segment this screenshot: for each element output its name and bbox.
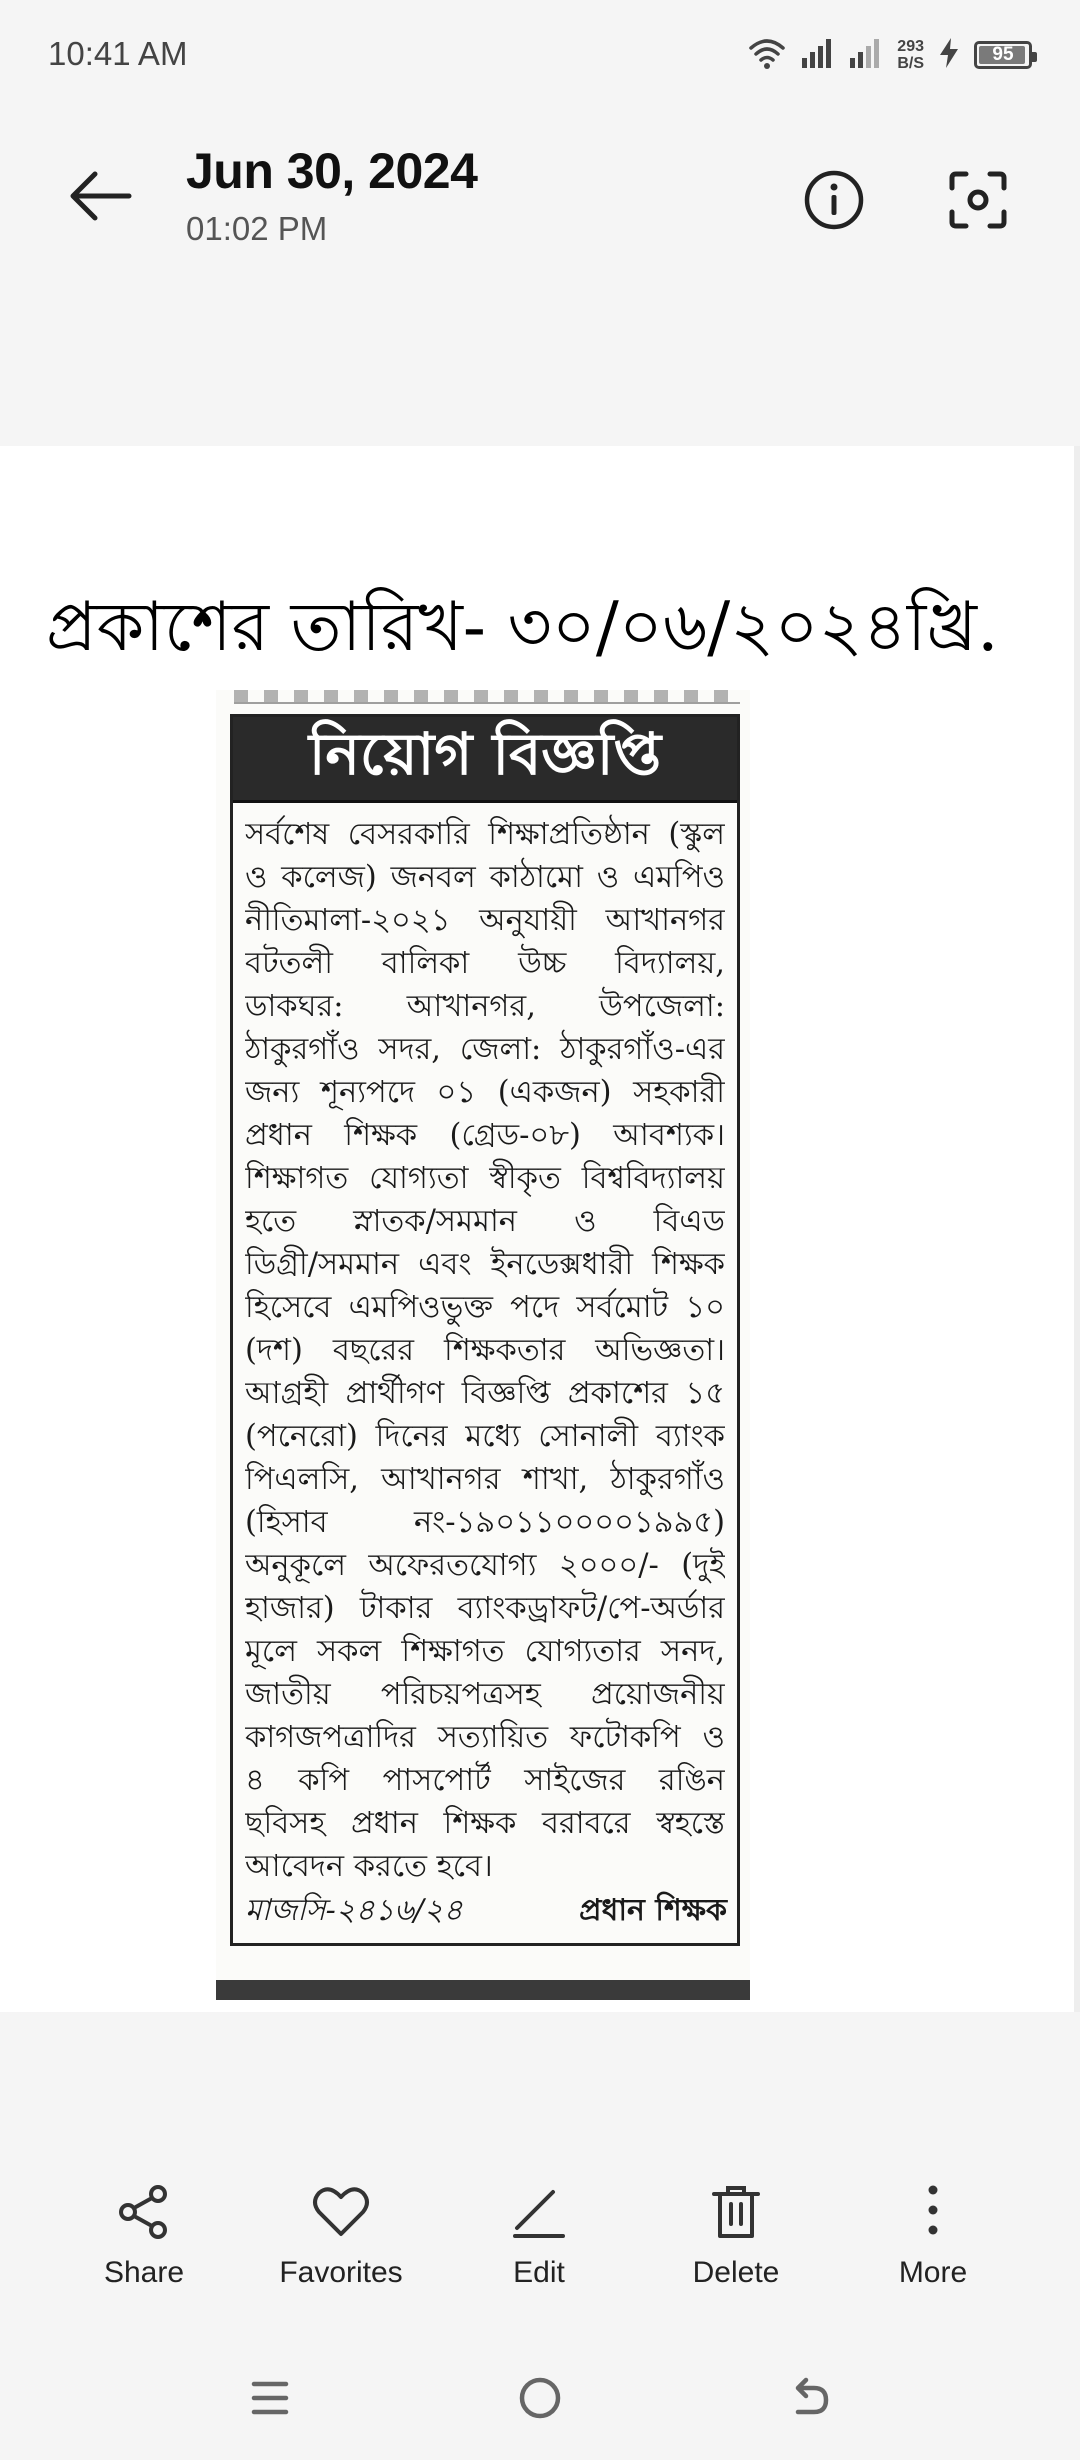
more-button[interactable]: [843, 2180, 1023, 2310]
notice-line: হাজার) টাকার ব্যাংকড্রাফট/পে-অর্ডার: [245, 1591, 725, 1626]
delete-button[interactable]: [646, 2180, 826, 2310]
notice-line: ঠাকুরগাঁও সদর, জেলা: ঠাকুরগাঁও-এর: [245, 1032, 725, 1067]
trash-icon: [704, 2180, 768, 2244]
notice-line: শিক্ষাগত যোগ্যতা স্বীকৃত বিশ্ববিদ্যালয়: [245, 1161, 725, 1196]
home-circle-icon: [516, 2374, 564, 2422]
status-icons: [747, 36, 1032, 75]
delete-label: Delete: [692, 2256, 780, 2289]
signal-icon: [801, 38, 835, 73]
charging-icon: [938, 37, 960, 74]
notice-line: (হিসাব নং-১৯০১১০০০০১৯৯৫): [245, 1505, 725, 1540]
notice-signatory: প্রধান শিক্ষক: [579, 1893, 727, 1928]
more-label: More: [898, 2256, 968, 2289]
notice-line: হতে স্নাতক/সমমান ও বিএড: [245, 1204, 725, 1239]
battery-level: 95: [992, 44, 1014, 65]
share-button[interactable]: [54, 2180, 234, 2310]
photo-date: Jun 30, 2024: [186, 143, 478, 199]
wifi-icon: [747, 36, 787, 75]
system-back-button[interactable]: [780, 2368, 840, 2428]
lens-scan-icon: [948, 170, 1008, 230]
notice-body: [233, 803, 737, 1888]
notice-line: আবেদন করতে হবে।: [245, 1849, 493, 1884]
status-time: 10:41 AM: [48, 35, 188, 72]
favorites-label: Favorites: [279, 2256, 403, 2289]
signal-icon-2: [849, 38, 883, 73]
system-nav-bar: [0, 2360, 1080, 2440]
notice-line: ছবিসহ প্রধান শিক্ষক বরাবরে স্বহস্তে: [245, 1806, 725, 1841]
details-button[interactable]: [794, 160, 874, 240]
recent-apps-button[interactable]: [240, 2368, 300, 2428]
notice-line: জাতীয় পরিচয়পত্রসহ প্রয়োজনীয়: [245, 1677, 725, 1712]
more-vertical-icon: [901, 2180, 965, 2244]
notice-line: বটতলী বালিকা উচ্চ বিদ্যালয়,: [245, 946, 725, 981]
heart-icon: [309, 2180, 373, 2244]
share-icon: [112, 2180, 176, 2244]
pencil-icon: [507, 2180, 571, 2244]
menu-icon: [248, 2376, 292, 2420]
notice-line: ও কলেজ) জনবল কাঠামো ও এমপিও: [245, 860, 725, 895]
visual-search-button[interactable]: [938, 160, 1018, 240]
notice-line: কাগজপত্রাদির সত্যায়িত ফটোকপি ও: [245, 1720, 725, 1755]
network-speed: [897, 38, 924, 72]
notice-footer: [245, 1886, 727, 1937]
status-bar: [0, 0, 1080, 110]
home-button[interactable]: [510, 2368, 570, 2428]
notice-line: ডিগ্রী/সমমান এবং ইনডেক্সধারী শিক্ষক: [245, 1247, 725, 1282]
photo-info: [186, 142, 477, 248]
back-button[interactable]: [60, 156, 140, 236]
photo-viewer[interactable]: [0, 446, 1080, 2012]
notice-line: ৪ কপি পাসপোর্ট সাইজের রঙিন: [245, 1763, 725, 1798]
notice-line: মূলে সকল শিক্ষাগত যোগ্যতার সনদ,: [245, 1634, 725, 1669]
photo-time: 01:02 PM: [186, 210, 328, 247]
edit-button[interactable]: [449, 2180, 629, 2310]
notice-frame: [230, 714, 740, 1946]
notice-line: পিএলসি, আখানগর শাখা, ঠাকুরগাঁও: [245, 1462, 725, 1497]
notice-line: (পনেরো) দিনের মধ্যে সোনালী ব্যাংক: [245, 1419, 725, 1454]
notice-line: অনুকূলে অফেরতযোগ্য ২০০০/- (দুই: [245, 1548, 725, 1583]
top-app-bar: [0, 120, 1080, 270]
notice-line: সর্বশেষ বেসরকারি শিক্ষাপ্রতিষ্ঠান (স্কুল: [245, 817, 725, 852]
notice-line: জন্য শূন্যপদে ০১ (একজন) সহকারী: [245, 1075, 725, 1110]
favorites-button[interactable]: [251, 2180, 431, 2310]
back-arrow-icon: [65, 166, 135, 226]
battery-icon: [974, 41, 1032, 69]
newspaper-clipping: [216, 690, 750, 2000]
notice-line: নীতিমালা-২০২১ অনুযায়ী আখানগর: [245, 903, 725, 938]
notice-reference: মাজসি-২৪১৬/২৪: [245, 1893, 463, 1928]
info-icon: [803, 169, 865, 231]
notice-line: ডাকঘর: আখানগর, উপজেলা:: [245, 989, 725, 1024]
notice-title: নিয়োগ বিজ্ঞপ্তি: [233, 717, 737, 803]
edit-label: Edit: [513, 2256, 565, 2289]
return-icon: [786, 2374, 834, 2422]
notice-line: প্রধান শিক্ষক (গ্রেড-০৮) আবশ্যক।: [245, 1118, 725, 1153]
notice-line: (দশ) বছরের শিক্ষকতার অভিজ্ঞতা।: [245, 1333, 725, 1368]
photo-headline-text: প্রকাশের তারিখ- ৩০/০৬/২০২৪খ্রি.: [46, 588, 999, 667]
share-label: Share: [103, 2256, 185, 2289]
bottom-action-bar: [0, 2180, 1080, 2310]
notice-line: হিসেবে এমপিওভুক্ত পদে সর্বমোট ১০: [245, 1290, 725, 1325]
network-speed-value: 293: [897, 38, 924, 55]
notice-line: আগ্রহী প্রার্থীগণ বিজ্ঞপ্তি প্রকাশের ১৫: [245, 1376, 725, 1411]
network-speed-unit: B/S: [897, 55, 924, 72]
